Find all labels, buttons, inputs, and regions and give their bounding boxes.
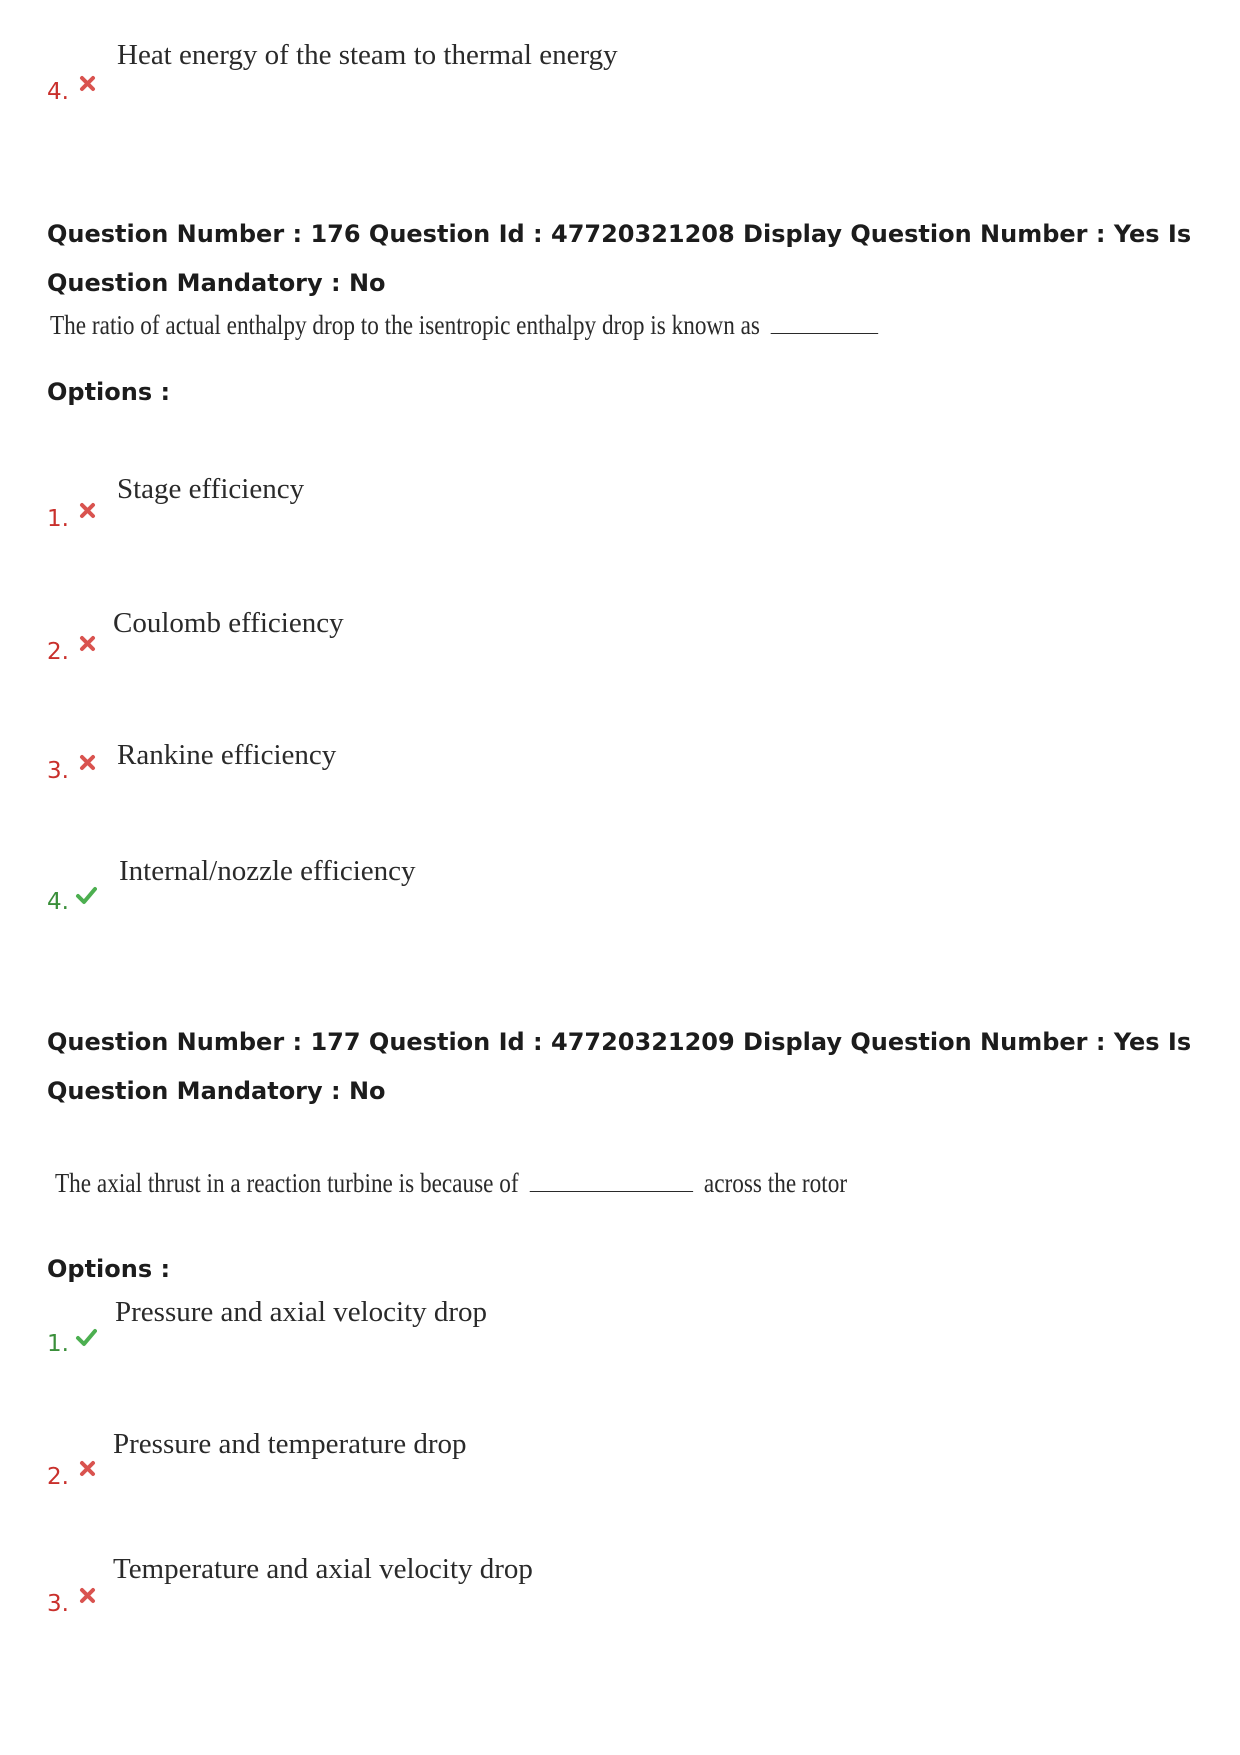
option-text: Coulomb efficiency [113, 607, 344, 639]
option-number: 3. [47, 758, 69, 784]
answer-blank [530, 1169, 693, 1192]
option-number: 3. [47, 1591, 69, 1617]
check-icon [75, 884, 97, 906]
option-text: Stage efficiency [117, 473, 305, 505]
question-text [50, 310, 878, 341]
question-text-body: The axial thrust in a reaction turbine is because of [55, 1168, 519, 1198]
option-number: 1. [47, 506, 69, 532]
cross-icon [77, 632, 99, 654]
cross-icon [77, 1457, 99, 1479]
option-number: 2. [47, 639, 69, 665]
option-text: Pressure and axial velocity drop [115, 1296, 488, 1328]
option-number: 2. [47, 1464, 69, 1490]
answer-blank [771, 311, 879, 334]
cross-icon [77, 72, 99, 94]
option-number: 4. [47, 889, 69, 915]
question-text [55, 1168, 847, 1199]
check-icon [75, 1326, 97, 1348]
option-text: Temperature and axial velocity drop [113, 1553, 533, 1585]
option-text: Heat energy of the steam to thermal energy [117, 39, 618, 71]
option-text: Internal/nozzle efficiency [119, 855, 416, 887]
option-text: Rankine efficiency [117, 739, 337, 771]
options-label: Options : [47, 378, 171, 406]
cross-icon [77, 1584, 99, 1606]
cross-icon [77, 499, 99, 521]
question-text-body: The ratio of actual enthalpy drop to the isentropic enthalpy drop is known as [50, 310, 760, 340]
question-header: Question Number : 176 Question Id : 47720321208 Display Question Number : Yes Is Question Mandatory : No [47, 220, 1192, 297]
option-number: 1. [47, 1331, 69, 1357]
option-number: 4. [47, 79, 69, 105]
cross-icon [77, 751, 99, 773]
option-text: Pressure and temperature drop [113, 1428, 467, 1460]
question-header: Question Number : 177 Question Id : 47720321209 Display Question Number : Yes Is Question Mandatory : No [47, 1028, 1192, 1105]
question-text-tail: across the rotor [703, 1168, 848, 1198]
options-label: Options : [47, 1255, 171, 1283]
